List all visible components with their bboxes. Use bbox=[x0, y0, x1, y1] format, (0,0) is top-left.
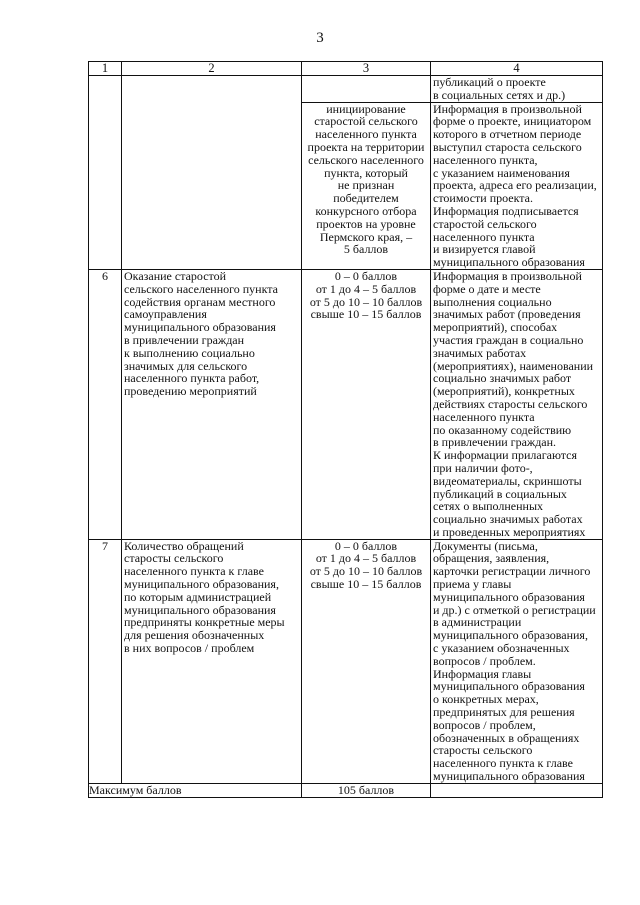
docs-cell-line: социально значимых работ bbox=[433, 371, 572, 386]
criterion-cell-line: Количество обращений bbox=[124, 538, 244, 553]
score-cell-line: от 1 до 4 – 5 баллов bbox=[315, 551, 417, 566]
criterion-cell-line: в привлечении граждан bbox=[124, 332, 245, 347]
score-cell-line: населенного пункта bbox=[315, 127, 417, 142]
docs-cell-line: и др.) с отметкой о регистрации bbox=[433, 602, 596, 617]
docs-cell-line: К информации прилагаются bbox=[433, 448, 577, 463]
docs-cell-line: карточки регистрации личного bbox=[433, 564, 591, 579]
docs-cell-line: по оказанному содействию bbox=[433, 422, 572, 437]
score-cell bbox=[302, 539, 431, 783]
score-cell-line: 0 – 0 баллов bbox=[334, 538, 398, 553]
max-score-value: 105 баллов bbox=[302, 783, 431, 797]
table-row bbox=[89, 539, 603, 783]
docs-cell-line: (мероприятиях), наименовании bbox=[433, 358, 594, 373]
docs-cell-line: муниципального образования bbox=[433, 679, 585, 694]
score-cell-line: старостой сельского bbox=[314, 114, 418, 129]
score-cell-line: свыше 10 – 15 баллов bbox=[310, 577, 422, 592]
score-cell-line: пункта, который bbox=[324, 165, 408, 180]
criterion-cell-line: старосты сельского bbox=[124, 551, 224, 566]
docs-cell-line: предпринятых для решения bbox=[433, 705, 575, 720]
docs-cell-line: Документы (письма, bbox=[433, 538, 538, 553]
criterion-cell-line: муниципального образования bbox=[124, 320, 276, 335]
score-cell-line: инициирование bbox=[326, 101, 406, 116]
criterion-cell-line: Оказание старостой bbox=[124, 268, 227, 283]
criterion-cell-line: населенного пункта к главе bbox=[124, 564, 264, 579]
docs-cell-line: и проведенных мероприятиях bbox=[433, 524, 586, 539]
criteria-table bbox=[88, 61, 603, 798]
page-number: 3 bbox=[316, 30, 324, 46]
docs-cell-line: обращения, заявления, bbox=[433, 551, 550, 566]
criterion-cell-line: значимых для сельского bbox=[124, 358, 248, 373]
docs-cell-line: форме о проекте, инициатором bbox=[433, 114, 592, 129]
criterion-cell-line: самоуправления bbox=[124, 307, 207, 322]
score-cell bbox=[302, 269, 431, 539]
criterion-cell-line: муниципального образования, bbox=[124, 577, 279, 592]
docs-cell-line: участия граждан в социально bbox=[433, 332, 584, 347]
score-cell-line: проекта на территории bbox=[307, 139, 425, 154]
docs-cell-line: населенного пункта к главе bbox=[433, 756, 573, 771]
criterion-cell-line: сельского населенного пункта bbox=[124, 281, 278, 296]
score-cell-line: победителем bbox=[333, 191, 399, 206]
docs-cell-line: публикаций в социальных bbox=[433, 486, 567, 501]
docs-cell bbox=[431, 102, 603, 269]
docs-cell-line: Информация подписывается bbox=[433, 203, 579, 218]
criterion-cell-line: для решения обозначенных bbox=[124, 628, 265, 643]
header-col-1: 1 bbox=[89, 62, 122, 76]
header-col-2: 2 bbox=[122, 62, 302, 76]
criterion-cell-line: населенного пункта работ, bbox=[124, 371, 260, 386]
docs-cell-line: муниципального образования bbox=[433, 769, 585, 784]
docs-cell bbox=[431, 269, 603, 539]
total-row-empty bbox=[431, 783, 603, 797]
score-cell-line: проектов на уровне bbox=[316, 216, 416, 231]
docs-cell-line: вопросов / проблем, bbox=[433, 717, 536, 732]
docs-cell-line: муниципального образования bbox=[433, 589, 585, 604]
criterion-cell-line: в них вопросов / проблем bbox=[124, 641, 255, 656]
docs-cell-line: которого в отчетном периоде bbox=[433, 127, 582, 142]
table-header-row bbox=[89, 62, 603, 76]
criterion-cell-line: к выполнению социально bbox=[124, 345, 255, 360]
table-row bbox=[89, 102, 603, 269]
docs-cell-line: проекта, адреса его реализации, bbox=[433, 178, 597, 193]
score-cell-line: от 5 до 10 – 10 баллов bbox=[309, 564, 423, 579]
docs-cell-line: (мероприятий), конкретных bbox=[433, 384, 575, 399]
docs-cell-line: вопросов / проблем. bbox=[433, 653, 536, 668]
docs-cell-line: приема у главы bbox=[433, 577, 512, 592]
score-cell-line: 0 – 0 баллов bbox=[334, 268, 398, 283]
docs-cell-line: муниципального образования bbox=[433, 255, 585, 270]
docs-cell-line: с указанием наименования bbox=[433, 165, 570, 180]
docs-cell-line: мероприятий), способах bbox=[433, 320, 558, 335]
docs-cell-line: старосты сельского bbox=[433, 743, 533, 758]
docs-cell-line: значимых работах bbox=[433, 345, 527, 360]
row-number bbox=[89, 102, 122, 269]
criterion-cell-line: муниципального образования bbox=[124, 602, 276, 617]
score-cell-line: Пермского края, – bbox=[319, 229, 413, 244]
row-number: 6 bbox=[89, 269, 122, 539]
docs-cell-line: населенного пункта bbox=[433, 229, 535, 244]
docs-cell-line: старостой сельского bbox=[433, 216, 537, 231]
row-number: 7 bbox=[89, 539, 122, 783]
criterion-cell bbox=[122, 539, 302, 783]
docs-cell-line: о конкретных мерах, bbox=[433, 692, 539, 707]
docs-cell-line: выполнения социально bbox=[433, 294, 552, 309]
docs-cell-line: Информация главы bbox=[433, 666, 532, 681]
score-cell-line: сельского населенного bbox=[308, 152, 424, 167]
docs-cell-line: муниципального образования, bbox=[433, 628, 588, 643]
docs-cell bbox=[431, 539, 603, 783]
docs-cell-line: социально значимых работах bbox=[433, 512, 583, 527]
docs-cell-line: с указанием обозначенных bbox=[433, 641, 570, 656]
table-row bbox=[89, 76, 603, 103]
criterion-cell-line: проведению мероприятий bbox=[124, 384, 257, 399]
criterion-cell bbox=[122, 269, 302, 539]
table-row bbox=[89, 269, 603, 539]
header-col-4: 4 bbox=[431, 62, 603, 76]
docs-cell bbox=[431, 76, 603, 103]
docs-cell-line: Информация в произвольной bbox=[433, 268, 582, 283]
docs-cell-line: населенного пункта, bbox=[433, 152, 538, 167]
docs-cell-line: видеоматериалы, скриншоты bbox=[433, 473, 582, 488]
docs-cell-line: публикаций о проекте bbox=[433, 75, 546, 89]
docs-cell-line: населенного пункта bbox=[433, 409, 535, 424]
score-cell-line: конкурсного отбора bbox=[315, 203, 417, 218]
docs-cell-line: Информация в произвольной bbox=[433, 101, 582, 116]
docs-cell-line: значимых работ (проведения bbox=[433, 307, 581, 322]
docs-cell-line: в администрации bbox=[433, 615, 522, 630]
score-cell-line: 5 баллов bbox=[343, 242, 389, 257]
docs-cell-line: в социальных сетях и др.) bbox=[433, 87, 566, 102]
score-cell bbox=[302, 102, 431, 269]
score-cell-line: от 1 до 4 – 5 баллов bbox=[315, 281, 417, 296]
criterion-cell bbox=[122, 102, 302, 269]
docs-cell-line: действиях старосты сельского bbox=[433, 396, 588, 411]
docs-cell-line: при наличии фото-, bbox=[433, 460, 533, 475]
header-col-3: 3 bbox=[302, 62, 431, 76]
criterion-cell-line: предприняты конкретные меры bbox=[124, 615, 285, 630]
row-number bbox=[89, 76, 122, 103]
total-row bbox=[89, 783, 603, 797]
criterion-cell-line: по которым администрацией bbox=[124, 589, 272, 604]
docs-cell-line: обозначенных в обращениях bbox=[433, 730, 580, 745]
criterion-cell-line: содействия органам местного bbox=[124, 294, 276, 309]
docs-cell-line: стоимости проекта. bbox=[433, 191, 534, 206]
docs-cell-line: выступил староста сельского bbox=[433, 139, 582, 154]
docs-cell-line: форме о дате и месте bbox=[433, 281, 541, 296]
criterion-cell bbox=[122, 76, 302, 103]
score-cell-line: не признан bbox=[337, 178, 395, 193]
max-score-label: Максимум баллов bbox=[89, 783, 302, 797]
score-cell-line: свыше 10 – 15 баллов bbox=[310, 307, 422, 322]
docs-cell-line: в привлечении граждан. bbox=[433, 435, 557, 450]
score-cell-line: от 5 до 10 – 10 баллов bbox=[309, 294, 423, 309]
docs-cell-line: и визируется главой bbox=[433, 242, 536, 257]
docs-cell-line: сетях о выполненных bbox=[433, 499, 544, 514]
score-cell bbox=[302, 76, 431, 103]
